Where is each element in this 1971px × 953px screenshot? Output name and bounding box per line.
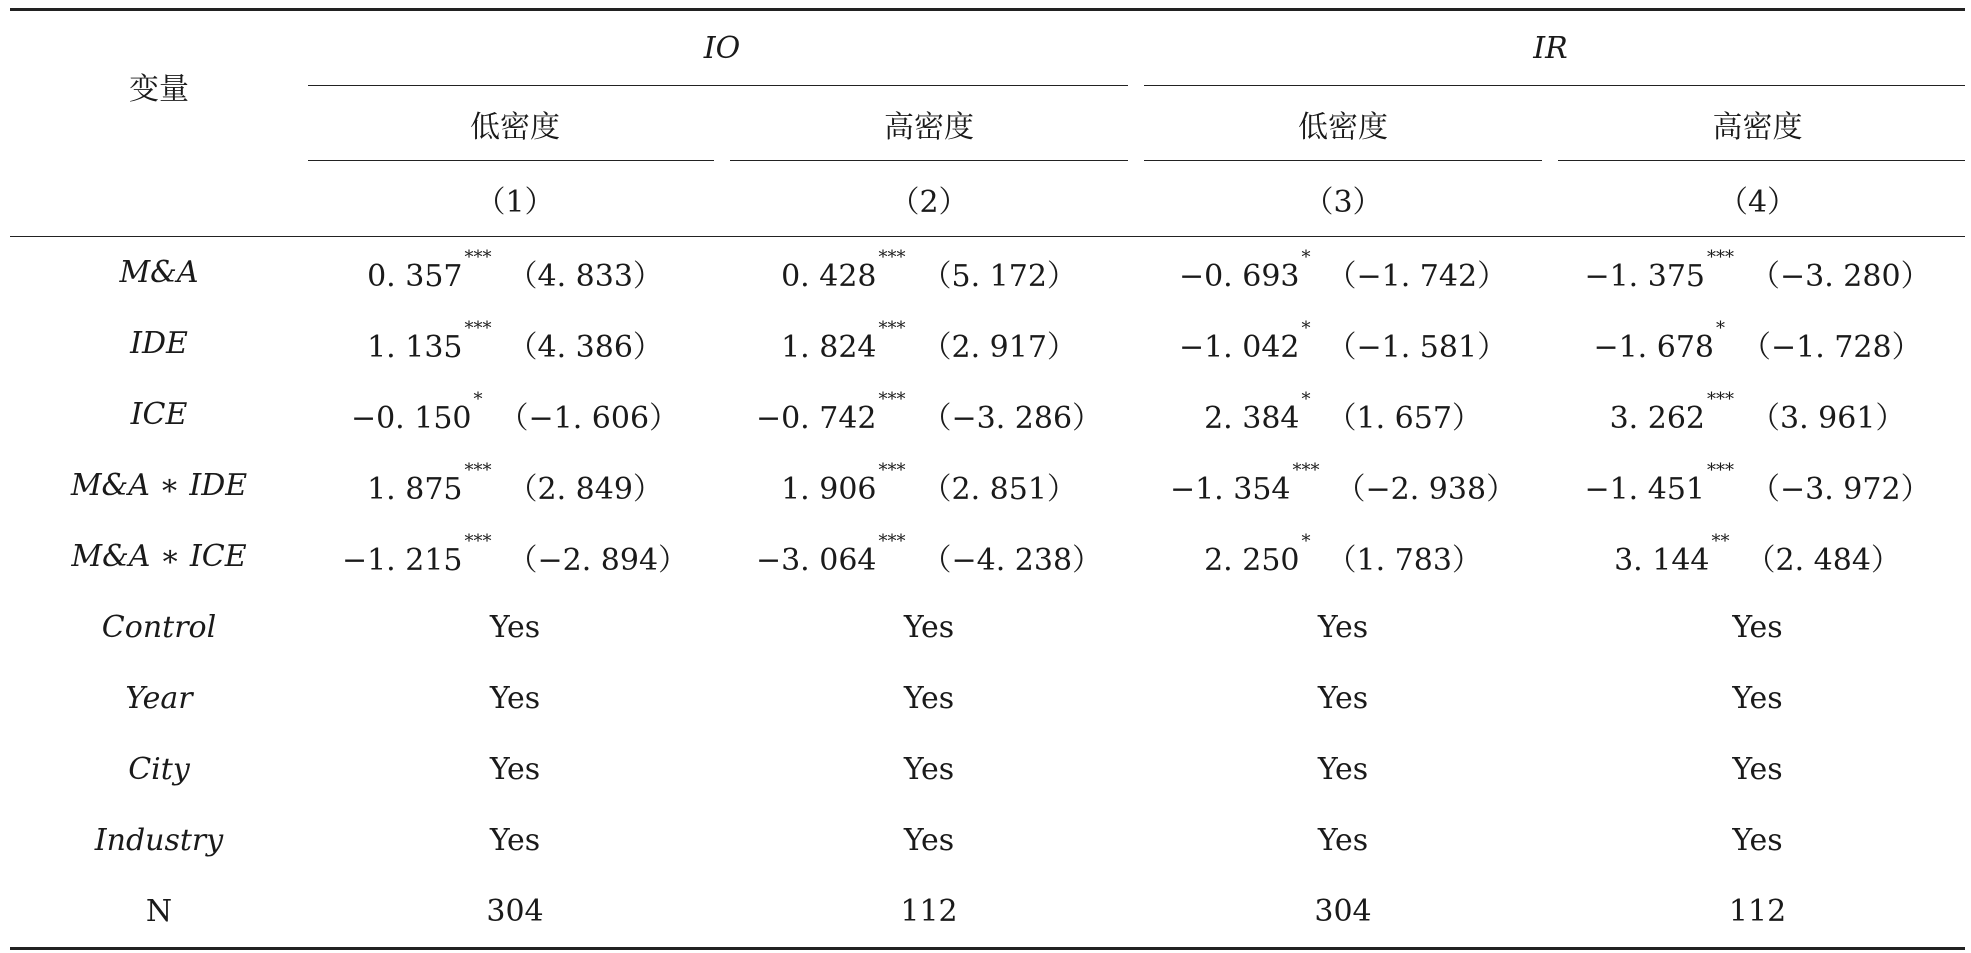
header-row-columns: [10, 161, 1965, 237]
control-cell: Yes: [903, 610, 955, 645]
control-cell: Yes: [903, 681, 955, 716]
row-label: IDE: [130, 326, 188, 361]
control-cell: Yes: [1317, 823, 1369, 858]
variable-header: 变量: [10, 8, 308, 161]
t-statistic: （1. 783）: [1326, 542, 1482, 578]
table-row: [10, 450, 1965, 521]
coefficient: 0. 357: [367, 258, 463, 294]
t-statistic: （−1. 728）: [1741, 329, 1922, 365]
significance-stars: ***: [1707, 459, 1735, 481]
table-row: [10, 805, 1965, 876]
control-cell: Yes: [903, 823, 955, 858]
coefficient: −0. 742: [755, 400, 877, 436]
regression-table: [10, 8, 1965, 950]
t-statistic: （−1. 742）: [1326, 258, 1508, 294]
coefficient: 1. 135: [367, 329, 463, 365]
t-statistic: （−1. 581）: [1326, 329, 1508, 365]
n-value-4: 112: [1550, 876, 1965, 950]
coefficient: 1. 906: [781, 471, 877, 507]
t-statistic: （4. 386）: [507, 329, 663, 365]
subgroup-header-3: 低密度: [1136, 86, 1550, 161]
table-row: [10, 734, 1965, 805]
t-statistic: （2. 484）: [1745, 542, 1901, 578]
header-row-groups: [10, 8, 1965, 86]
coefficient: −1. 451: [1584, 471, 1706, 507]
table-row: [10, 521, 1965, 592]
coef-cell: [722, 237, 1136, 308]
coefficient-rows: [10, 237, 1965, 592]
t-statistic: （−3. 972）: [1750, 471, 1931, 507]
coef-cell: [1136, 308, 1550, 379]
significance-stars: ***: [464, 317, 492, 339]
row-label: M&A ∗ IDE: [70, 468, 248, 503]
coefficient: 2. 250: [1204, 542, 1300, 578]
coefficient: −3. 064: [755, 542, 877, 578]
significance-stars: ***: [878, 317, 906, 339]
coefficient: 3. 262: [1609, 400, 1706, 436]
coef-cell: [1136, 450, 1550, 521]
control-cell: Yes: [1732, 681, 1783, 716]
coef-cell: [308, 308, 722, 379]
significance-stars: ***: [1707, 246, 1735, 268]
significance-stars: ***: [464, 459, 492, 481]
column-number-4: （4）: [1550, 161, 1965, 237]
coefficient: 1. 824: [781, 329, 877, 365]
coef-cell: [1550, 237, 1965, 308]
significance-stars: *: [1301, 530, 1311, 552]
coef-cell: [1136, 521, 1550, 592]
coef-cell: [1136, 379, 1550, 450]
significance-stars: *: [1301, 317, 1311, 339]
coef-cell: [308, 379, 722, 450]
coefficient: 1. 875: [367, 471, 463, 507]
significance-stars: ***: [878, 246, 906, 268]
t-statistic: （−3. 280）: [1750, 258, 1931, 294]
coef-cell: [1136, 237, 1550, 308]
control-cell: Yes: [1732, 610, 1783, 645]
coef-cell: [1550, 308, 1965, 379]
significance-stars: ***: [1707, 388, 1735, 410]
row-label: Industry: [94, 823, 224, 858]
n-value-1: 304: [308, 876, 722, 950]
group-header-io: IO: [308, 8, 1136, 86]
t-statistic: （2. 851）: [921, 471, 1077, 507]
coefficient: −1. 354: [1169, 471, 1291, 507]
control-cell: Yes: [903, 752, 955, 787]
subgroup-header-2: 高密度: [722, 86, 1136, 161]
observations-row: [10, 876, 1965, 950]
control-cell: Yes: [489, 752, 541, 787]
row-label: M&A ∗ ICE: [71, 539, 247, 574]
significance-stars: **: [1711, 530, 1730, 552]
t-statistic: （2. 917）: [921, 329, 1077, 365]
control-cell: Yes: [1317, 610, 1369, 645]
t-statistic: （−1. 606）: [498, 400, 680, 436]
n-value-3: 304: [1136, 876, 1550, 950]
significance-stars: ***: [464, 246, 492, 268]
column-number-1: （1）: [308, 161, 722, 237]
row-label-n: N: [10, 876, 308, 950]
coef-cell: [308, 237, 722, 308]
table-row: [10, 379, 1965, 450]
t-statistic: （−4. 238）: [921, 542, 1103, 578]
coefficient: −1. 375: [1584, 258, 1706, 294]
control-cell: Yes: [1732, 752, 1783, 787]
coefficient: −1. 042: [1178, 329, 1300, 365]
coef-cell: [722, 308, 1136, 379]
coefficient: 0. 428: [781, 258, 877, 294]
control-cell: Yes: [1317, 752, 1369, 787]
row-label: Control: [101, 610, 217, 645]
significance-stars: ***: [878, 388, 906, 410]
column-number-blank: [10, 161, 308, 237]
t-statistic: （−2. 938）: [1335, 471, 1517, 507]
control-cell: Yes: [1732, 823, 1783, 858]
coefficient: −1. 215: [341, 542, 463, 578]
t-statistic: （3. 961）: [1750, 400, 1906, 436]
table-row: [10, 663, 1965, 734]
significance-stars: ***: [878, 459, 906, 481]
coef-cell: [308, 450, 722, 521]
significance-stars: ***: [1292, 459, 1320, 481]
subgroup-header-1: 低密度: [308, 86, 722, 161]
regression-table-container: [10, 8, 1965, 950]
subgroup-header-4: 高密度: [1550, 86, 1965, 161]
coef-cell: [308, 521, 722, 592]
coefficient: −0. 150: [350, 400, 472, 436]
row-label: M&A: [119, 255, 199, 290]
control-cell: Yes: [489, 610, 541, 645]
t-statistic: （5. 172）: [921, 258, 1077, 294]
control-cell: Yes: [489, 823, 541, 858]
column-number-2: （2）: [722, 161, 1136, 237]
coefficient: −0. 693: [1178, 258, 1300, 294]
t-statistic: （−3. 286）: [921, 400, 1103, 436]
t-statistic: （−2. 894）: [507, 542, 689, 578]
coef-cell: [1550, 379, 1965, 450]
coefficient: 2. 384: [1204, 400, 1300, 436]
table-row: [10, 592, 1965, 663]
row-label: City: [128, 752, 190, 787]
coefficient: −1. 678: [1593, 329, 1715, 365]
control-cell: Yes: [1317, 681, 1369, 716]
row-label: ICE: [130, 397, 188, 432]
coef-cell: [722, 521, 1136, 592]
control-cell: Yes: [489, 681, 541, 716]
significance-stars: *: [1716, 317, 1726, 339]
n-value-2: 112: [722, 876, 1136, 950]
group-header-ir: IR: [1136, 8, 1965, 86]
significance-stars: *: [1301, 388, 1311, 410]
control-rows: [10, 592, 1965, 876]
column-number-3: （3）: [1136, 161, 1550, 237]
coef-cell: [722, 450, 1136, 521]
t-statistic: （4. 833）: [507, 258, 663, 294]
significance-stars: ***: [464, 530, 492, 552]
coefficient: 3. 144: [1614, 542, 1710, 578]
coef-cell: [1550, 450, 1965, 521]
coef-cell: [722, 379, 1136, 450]
coef-cell: [1550, 521, 1965, 592]
significance-stars: *: [1301, 246, 1311, 268]
significance-stars: ***: [878, 530, 906, 552]
t-statistic: （1. 657）: [1326, 400, 1482, 436]
t-statistic: （2. 849）: [507, 471, 663, 507]
table-row: [10, 308, 1965, 379]
significance-stars: *: [473, 388, 483, 410]
table-row: [10, 237, 1965, 308]
row-label: Year: [125, 681, 193, 716]
